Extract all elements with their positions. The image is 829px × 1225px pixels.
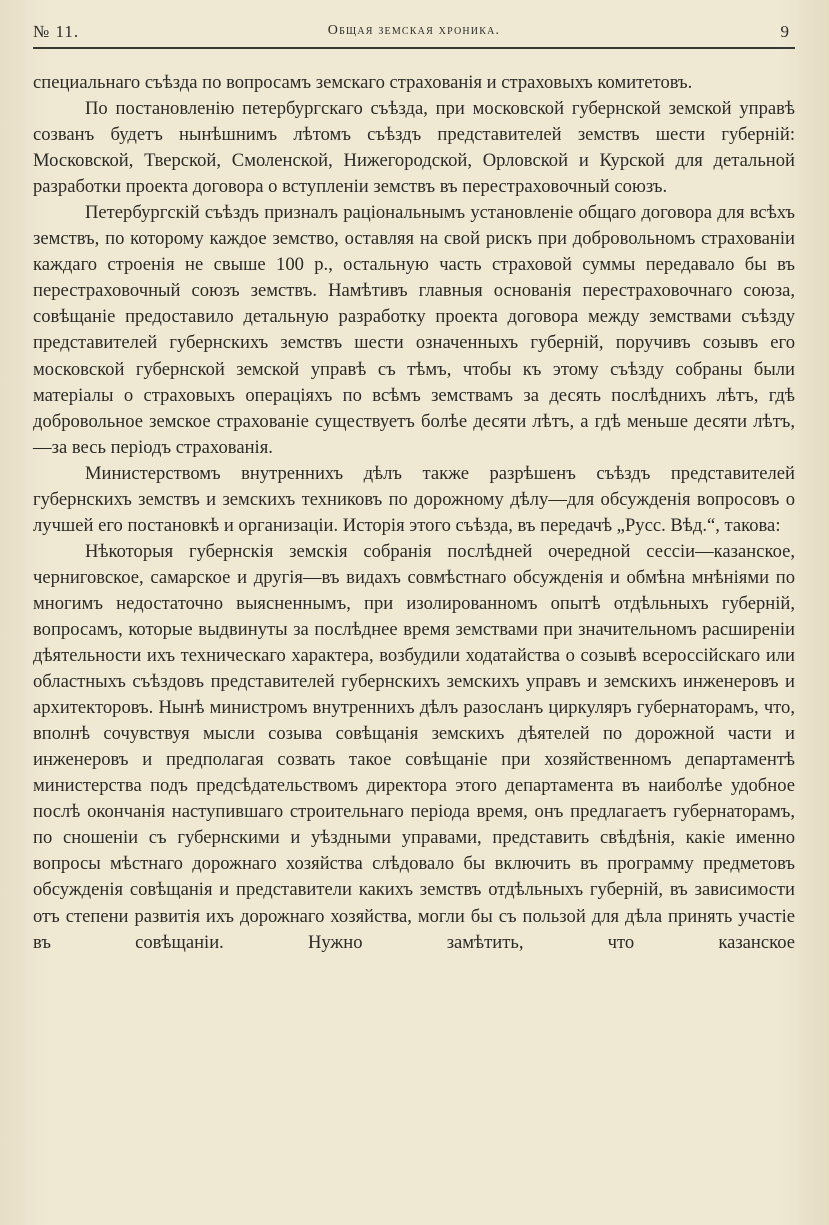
paragraph: Петербургскій съѣздъ призналъ раціональнымъ установленіе общаго договора для всѣхъ земствъ, по которому каждое земство, оставляя на свой рискъ при добровольномъ страхованіи каждаго строенія не свыше 100 р., остальную часть страховой суммы передавало бы въ перестраховочный союзъ земствъ. Намѣтивъ главныя основанія перестраховочнаго союза, совѣщаніе предоставило детальную разработку проекта договора между земствами съѣзду представителей губернскихъ земствъ шести означенныхъ губерній, поручивъ созывъ его московской губернской земской управѣ съ тѣмъ, чтобы къ этому съѣзду собраны были матеріалы о страховыхъ операціяхъ по всѣмъ земствамъ за десять послѣднихъ лѣтъ, гдѣ добровольное земское страхованіе существуетъ болѣе десяти лѣтъ, а гдѣ меньше десяти лѣтъ,—за весь періодъ страхованія. [33,202,795,458]
paragraph: Нѣкоторыя губернскія земскія собранія послѣдней очередной сессіи—казанское, черниговское, самарское и другія—въ видахъ совмѣстнаго обсужденія и обмѣна мнѣніями по многимъ недостаточно выясненнымъ, при изолированномъ опытѣ отдѣльныхъ губерній, вопросамъ, которые выдвинуты за послѣднее время земствами при значительномъ расширеніи дѣятельности ихъ техническаго характера, возбудили ходатайства о созывѣ всероссійскаго или областныхъ съѣздовъ представителей губернскихъ земскихъ управъ и земскихъ инженеровъ и архитекторовъ. Нынѣ министромъ внутреннихъ дѣлъ разосланъ циркуляръ губернаторамъ, что, вполнѣ сочувствуя мысли созыва совѣщанія земскихъ дѣятелей по дорожной части и инженеровъ и предполагая созвать такое совѣщаніе при хозяйственномъ департаментѣ министерства подъ предсѣдательствомъ директора этого департамента въ наиболѣе удобное послѣ окончанія наступившаго строительнаго періода время, онъ предлагаетъ губернаторамъ, по сношеніи съ губернскими и уѣздными управами, представить свѣдѣнія, какіе именно вопросы мѣстнаго дорожнаго хозяйства слѣдовало бы включить въ программу предметовъ обсужденія совѣщанія и представители какихъ земствъ отдѣльныхъ губерній, въ зависимости отъ степени развитія ихъ дорожнаго хозяйства, могли бы съ пользой для дѣла принять участіе въ совѣщаніи. Нужно замѣтить, что казанское [33,540,795,953]
paragraph: Министерствомъ внутреннихъ дѣлъ также разрѣшенъ съѣздъ представителей губернскихъ земствъ и земскихъ техниковъ по дорожному дѣлу—для обсужденія вопросовъ о лучшей его постановкѣ и организаціи. Исторія этого съѣзда, въ передачѣ „Русс. Вѣд.“, такова: [33,462,795,536]
page-number: 9 [780,22,789,41]
paragraph-continuation: специальнаго съѣзда по вопросамъ земскаго страхованія и страховыхъ комитетовъ. [33,72,693,93]
section-title: Общая земская хроника. [327,23,501,38]
issue-number: № 11. [33,22,80,41]
paragraph: По постановленію петербургскаго съѣзда, при московской губернской земской управѣ созванъ будетъ нынѣшнимъ лѣтомъ съѣздъ представителей земствъ шести губерній: Московской, Тверской, Смоленской, Нижегородской, Орловской и Курской для детальной разработки проекта договора о вступленіи земствъ въ перестраховочный союзъ. [33,98,795,198]
header-rule [33,47,795,49]
article-body [33,70,795,956]
running-header [33,18,795,48]
